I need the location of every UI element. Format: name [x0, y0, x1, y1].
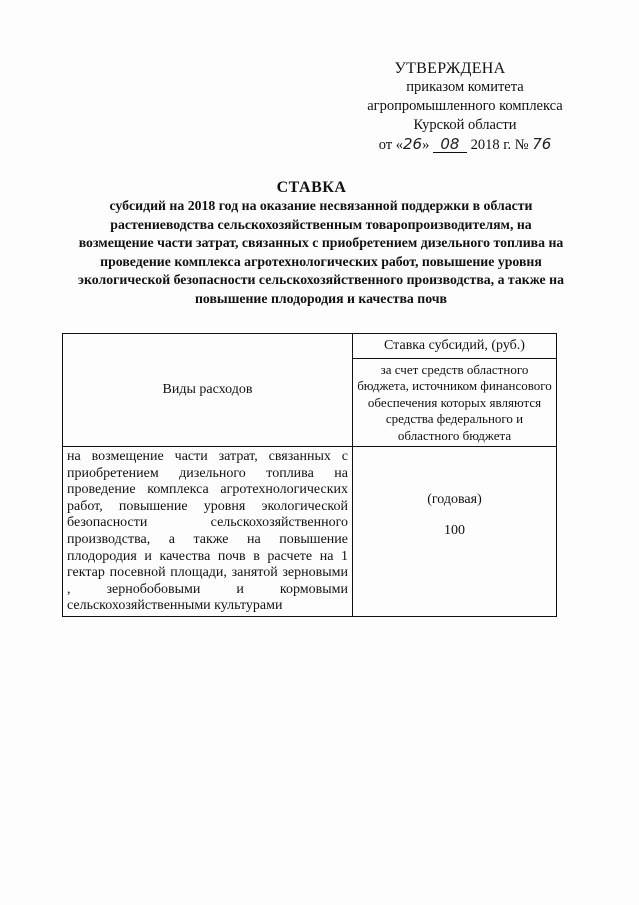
- approval-line-3: Курской области: [413, 117, 517, 133]
- expense-description-cell: на возмещение части затрат, связанных с приобретением дизельного топлива на проведение комплекса агротехнологических работ, повышение уровня экологической безопасности сельскохозяйственного производства, а также на повышение плодородия и качества почв в расчете на 1 гектар посевной площади, занятой зерновыми , зернобобовыми и кормовыми сельскохозяйственными культурами: [63, 447, 353, 617]
- document-title: СТАВКА: [276, 179, 347, 196]
- order-year-number-label: 2018 г. №: [470, 137, 529, 153]
- table-row: [63, 447, 557, 617]
- order-date-number-line: [330, 135, 600, 155]
- expense-kind-header: Виды расходов: [63, 334, 353, 447]
- approval-heading: УТВЕРЖДЕНА: [394, 60, 506, 77]
- rate-subheader: за счет средств областного бюджета, источником финансового обеспечения которых являются средства федерального и областного бюджета: [353, 359, 557, 447]
- rate-period: (годовая): [427, 492, 482, 508]
- order-day-handwritten: 26: [402, 135, 423, 153]
- order-from-prefix: от «: [378, 137, 403, 153]
- rate-header: Ставка субсидий, (руб.): [353, 334, 557, 359]
- order-month-handwritten: 08: [433, 137, 467, 153]
- approval-block: [330, 59, 600, 155]
- table-header-row: [63, 334, 557, 359]
- document-subtitle: субсидий на 2018 год на оказание несвязанной поддержки в области растениеводства сельскохозяйственным товаропроизводителям, на возмещение части затрат, связанных с приобретением дизельного топлива на проведение комплекса агротехнологических работ, повышение уровня экологической безопасности сельскохозяйственного производства, а также на повышение плодородия и качества почв: [78, 198, 564, 306]
- approval-line-2: агропромышленного комплекса: [367, 98, 563, 114]
- rate-value-cell: [353, 447, 557, 617]
- approval-line-1: приказом комитета: [406, 79, 524, 95]
- subsidy-rate-table: [62, 333, 557, 617]
- rate-value: 100: [444, 522, 465, 538]
- order-quote-close: »: [422, 137, 430, 153]
- order-number-handwritten: 76: [532, 135, 552, 153]
